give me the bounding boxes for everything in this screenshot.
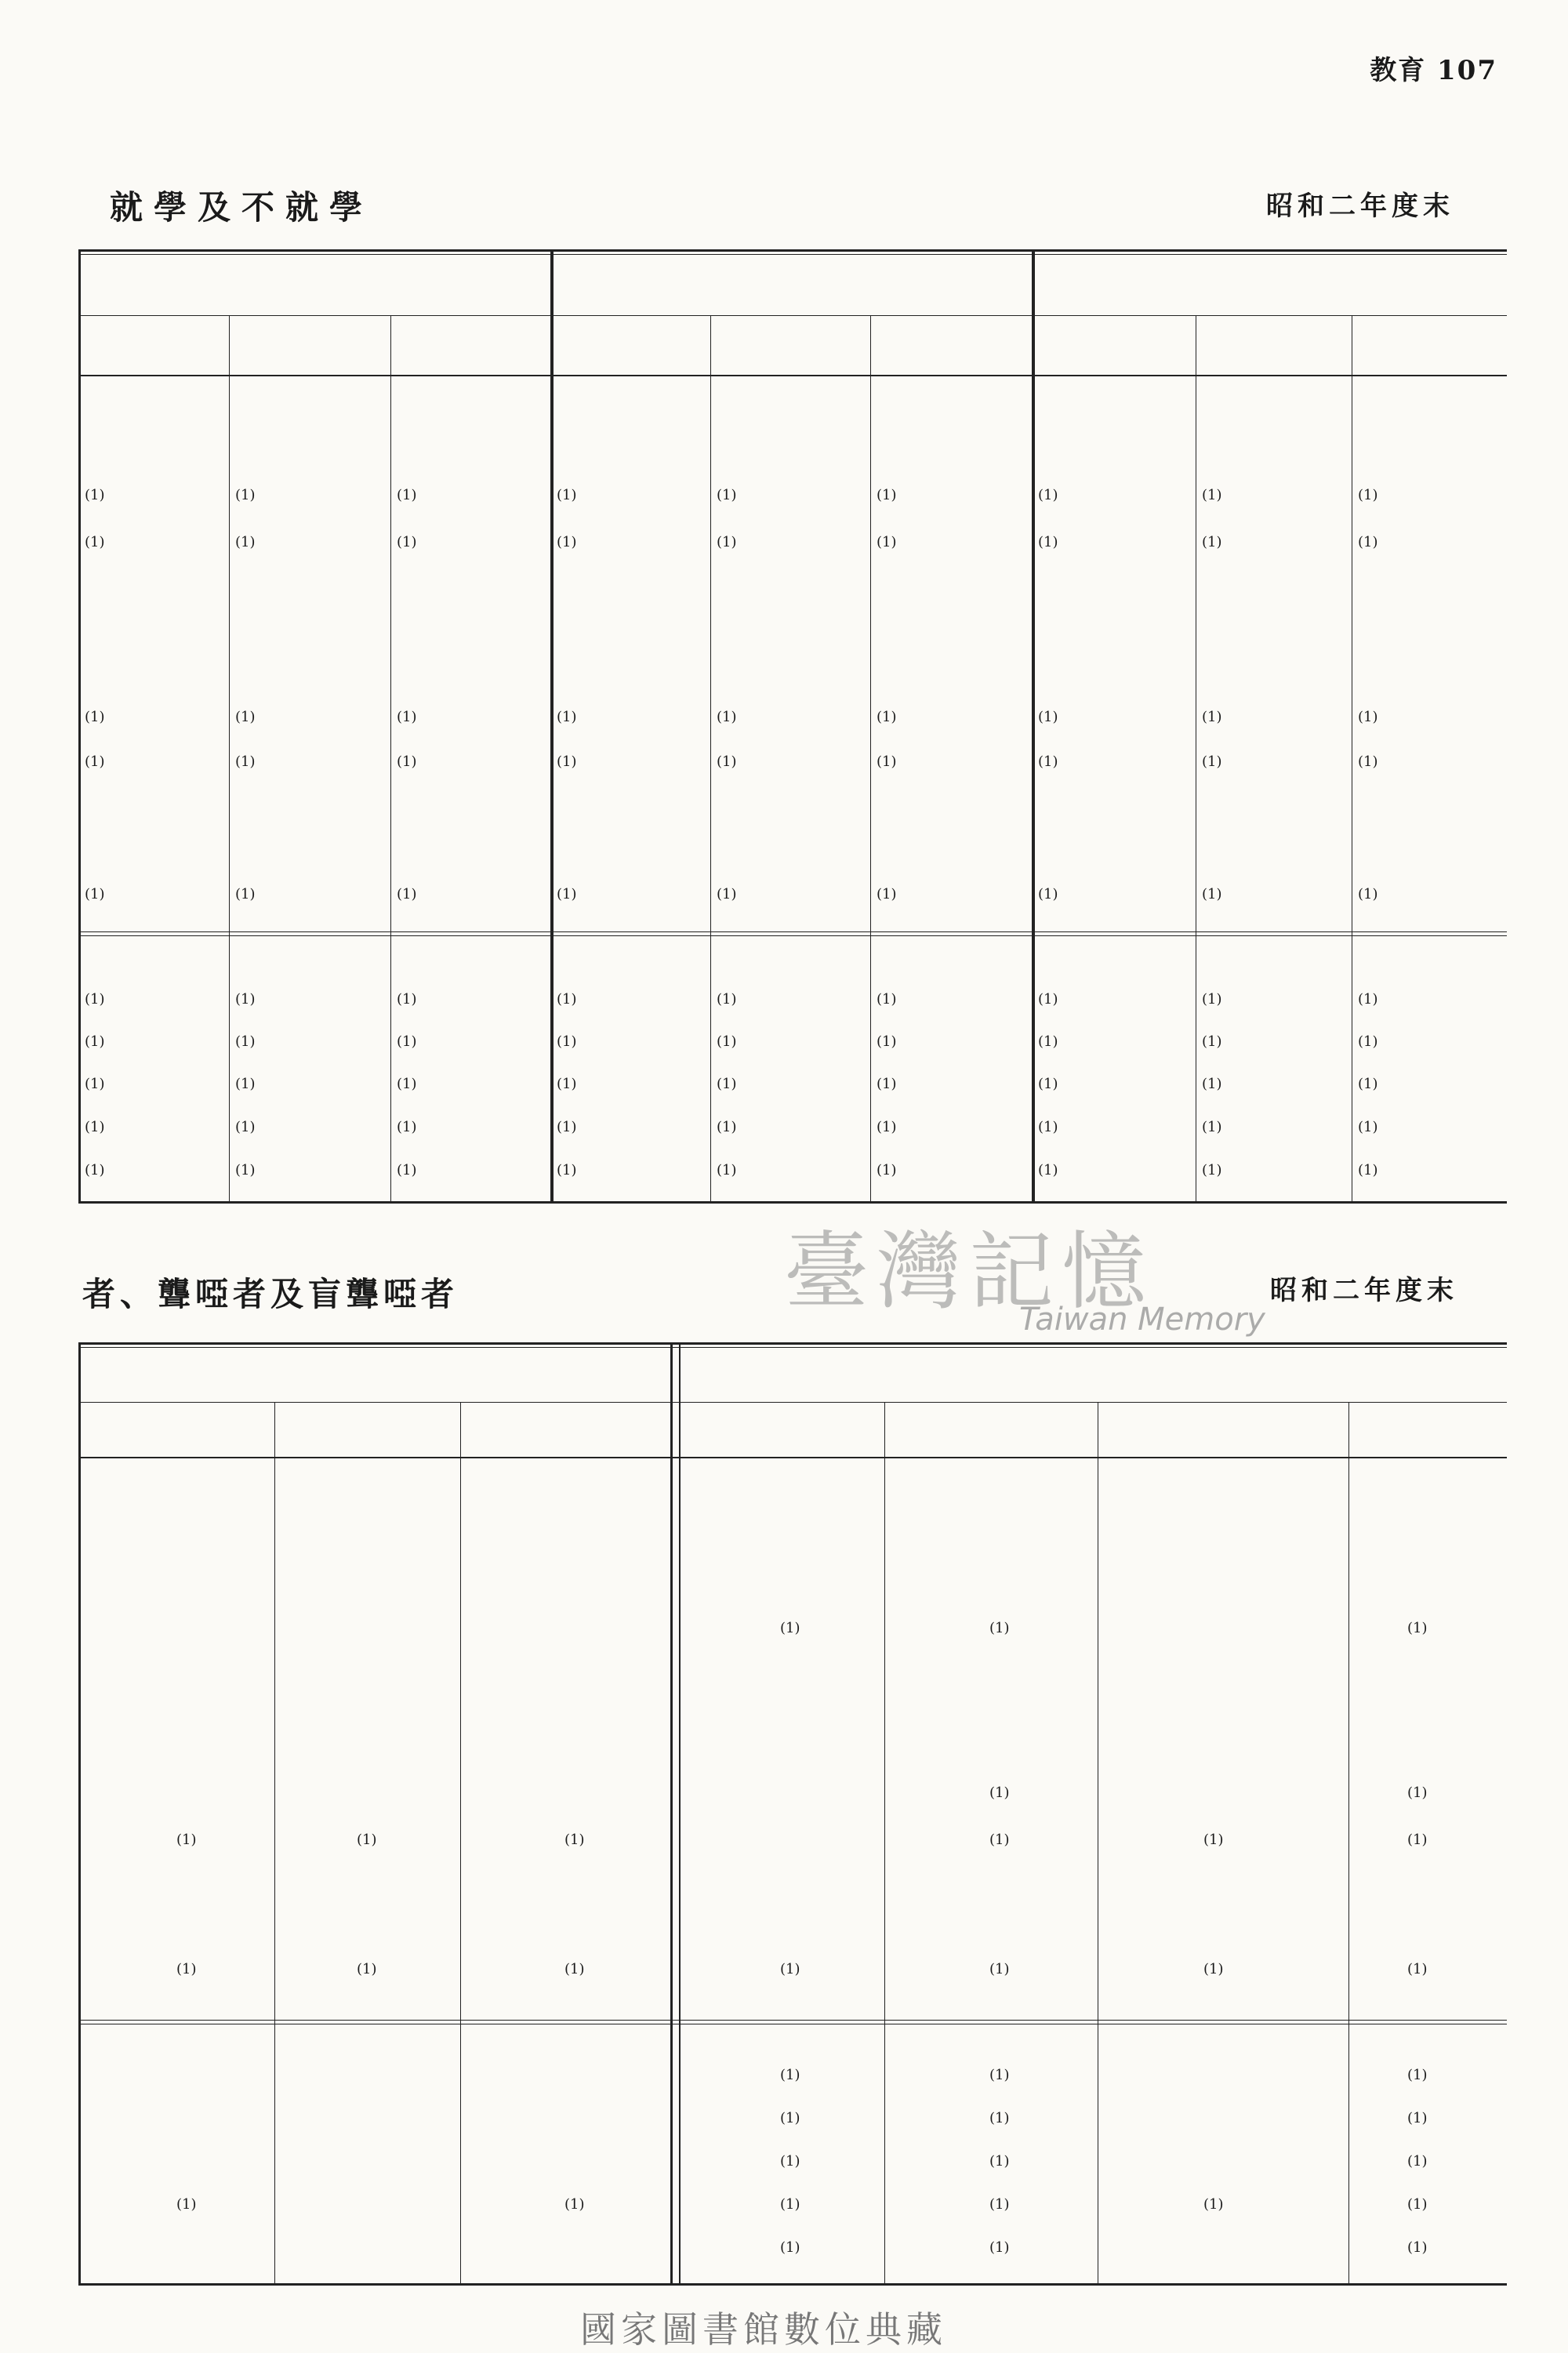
top-subcell-marker: (1) (1038, 487, 1058, 503)
top-subcell-marker: (1) (85, 1162, 105, 1178)
bottom-subcell-marker: (1) (989, 2067, 1010, 2083)
top-table-vline-group (78, 249, 81, 1201)
top-subcell-marker: (1) (557, 753, 577, 770)
bottom-subcell-marker: (1) (1407, 2067, 1428, 2083)
top-subcell-marker: (1) (557, 1033, 577, 1050)
top-subcell-marker: (1) (557, 1119, 577, 1135)
top-subcell-marker: (1) (1202, 1076, 1222, 1092)
top-subcell-marker: (1) (877, 991, 897, 1008)
top-subcell-marker: (1) (1358, 487, 1378, 503)
top-table-title: 就學及不就學 (110, 188, 374, 227)
bottom-subcell-marker: (1) (989, 2110, 1010, 2126)
bottom-subcell-marker: (1) (780, 2196, 800, 2213)
top-subcell-marker: (1) (85, 709, 105, 725)
top-subcell-marker: (1) (1358, 991, 1378, 1008)
top-subcell-marker: (1) (235, 709, 256, 725)
bottom-subcell-marker: (1) (1407, 2196, 1428, 2213)
top-subcell-marker: (1) (235, 886, 256, 902)
top-subcell-marker: (1) (397, 1119, 417, 1135)
top-subcell-marker: (1) (397, 487, 417, 503)
top-subcell-marker: (1) (1358, 753, 1378, 770)
top-subcell-marker: (1) (235, 1076, 256, 1092)
top-table-border-top-inner (78, 254, 1507, 255)
top-table-vline (390, 315, 391, 1201)
bottom-table-vline-group (670, 1342, 673, 2283)
bottom-subcell-marker: (1) (1407, 2153, 1428, 2170)
top-subcell-marker: (1) (877, 886, 897, 902)
bottom-subcell-marker: (1) (780, 1620, 800, 1636)
bottom-subcell-marker: (1) (1203, 2196, 1224, 2213)
top-subcell-marker: (1) (1358, 1162, 1378, 1178)
bottom-table-border-bottom (78, 2283, 1507, 2286)
top-subcell-marker: (1) (397, 753, 417, 770)
top-table-vline-group (1032, 249, 1035, 1201)
top-subcell-marker: (1) (85, 991, 105, 1008)
bottom-subcell-marker: (1) (176, 1961, 197, 1977)
top-subcell-marker: (1) (1202, 487, 1222, 503)
top-subcell-marker: (1) (85, 886, 105, 902)
top-table-vline-group (550, 249, 554, 1201)
top-subcell-marker: (1) (1358, 1076, 1378, 1092)
top-subcell-marker: (1) (1202, 534, 1222, 550)
bottom-subcell-marker: (1) (989, 1620, 1010, 1636)
bottom-subcell-marker: (1) (780, 2239, 800, 2256)
bottom-subcell-marker: (1) (780, 2153, 800, 2170)
bottom-subcell-marker: (1) (989, 2153, 1010, 2170)
top-subcell-marker: (1) (717, 1033, 737, 1050)
bottom-subcell-marker: (1) (1407, 1785, 1428, 1801)
top-subcell-marker: (1) (717, 709, 737, 725)
top-subcell-marker: (1) (877, 487, 897, 503)
top-subcell-marker: (1) (85, 1119, 105, 1135)
page-header: 教育 107 (1370, 55, 1497, 86)
top-subcell-marker: (1) (717, 1162, 737, 1178)
bottom-subcell-marker: (1) (176, 1832, 197, 1848)
bottom-subcell-marker: (1) (1407, 1832, 1428, 1848)
bottom-subcell-marker: (1) (1407, 1961, 1428, 1977)
top-subcell-marker: (1) (397, 1033, 417, 1050)
top-subcell-marker: (1) (397, 709, 417, 725)
bottom-subcell-marker: (1) (1407, 2239, 1428, 2256)
bottom-subcell-marker: (1) (564, 2196, 585, 2213)
top-subcell-marker: (1) (235, 1162, 256, 1178)
top-subcell-marker: (1) (85, 753, 105, 770)
top-table-vline (710, 315, 711, 1201)
top-subcell-marker: (1) (85, 1076, 105, 1092)
bottom-table-sum-rule (78, 2020, 1507, 2021)
top-subcell-marker: (1) (1202, 1033, 1222, 1050)
bottom-subcell-marker: (1) (989, 2239, 1010, 2256)
top-subcell-marker: (1) (235, 1033, 256, 1050)
top-subcell-marker: (1) (717, 753, 737, 770)
top-table-sum-rule (78, 931, 1507, 932)
bottom-table-vline (1348, 1402, 1349, 2283)
top-subcell-marker: (1) (877, 1076, 897, 1092)
top-subcell-marker: (1) (1202, 991, 1222, 1008)
top-table-vline (870, 315, 871, 1201)
top-subcell-marker: (1) (1038, 886, 1058, 902)
top-subcell-marker: (1) (1038, 709, 1058, 725)
bottom-table-vline (460, 1402, 461, 2283)
bottom-subcell-marker: (1) (357, 1832, 377, 1848)
top-subcell-marker: (1) (1358, 534, 1378, 550)
bottom-table-border-top (78, 1342, 1507, 1345)
bottom-subcell-marker: (1) (780, 2110, 800, 2126)
bottom-table-era: 昭和二年度末 (1270, 1275, 1458, 1306)
footer-text: 國家圖書館數位典藏 (580, 2308, 947, 2351)
bottom-subcell-marker: (1) (989, 1961, 1010, 1977)
bottom-table-vline-left (78, 1342, 81, 2283)
bottom-subcell-marker: (1) (1203, 1832, 1224, 1848)
top-subcell-marker: (1) (1038, 991, 1058, 1008)
bottom-table-border-top-inner (78, 1347, 1507, 1348)
top-subcell-marker: (1) (235, 1119, 256, 1135)
top-subcell-marker: (1) (397, 1076, 417, 1092)
top-subcell-marker: (1) (235, 487, 256, 503)
top-subcell-marker: (1) (397, 1162, 417, 1178)
top-subcell-marker: (1) (877, 753, 897, 770)
top-subcell-marker: (1) (1038, 1119, 1058, 1135)
top-table-sum-rule-2 (78, 935, 1507, 936)
top-subcell-marker: (1) (557, 886, 577, 902)
top-table-era: 昭和二年度末 (1266, 191, 1454, 222)
top-subcell-marker: (1) (1358, 709, 1378, 725)
bottom-subcell-marker: (1) (1407, 1620, 1428, 1636)
top-subcell-marker: (1) (1202, 1119, 1222, 1135)
bottom-subcell-marker: (1) (357, 1961, 377, 1977)
top-table-vline (229, 315, 230, 1201)
bottom-subcell-marker: (1) (989, 2196, 1010, 2213)
top-subcell-marker: (1) (397, 534, 417, 550)
top-subcell-marker: (1) (877, 534, 897, 550)
top-subcell-marker: (1) (717, 886, 737, 902)
top-subcell-marker: (1) (235, 991, 256, 1008)
top-subcell-marker: (1) (717, 1076, 737, 1092)
watermark-sub: Taiwan Memory (1019, 1302, 1265, 1338)
top-subcell-marker: (1) (1358, 1033, 1378, 1050)
bottom-table-vline (274, 1402, 275, 2283)
top-subcell-marker: (1) (1202, 886, 1222, 902)
top-subcell-marker: (1) (397, 886, 417, 902)
top-subcell-marker: (1) (717, 487, 737, 503)
top-subcell-marker: (1) (877, 1162, 897, 1178)
top-subcell-marker: (1) (1358, 886, 1378, 902)
top-subcell-marker: (1) (1038, 1076, 1058, 1092)
top-subcell-marker: (1) (1202, 753, 1222, 770)
top-subcell-marker: (1) (1202, 1162, 1222, 1178)
bottom-subcell-marker: (1) (564, 1961, 585, 1977)
top-table-border-top (78, 249, 1507, 252)
top-subcell-marker: (1) (235, 534, 256, 550)
top-subcell-marker: (1) (1038, 534, 1058, 550)
top-subcell-marker: (1) (717, 1119, 737, 1135)
bottom-subcell-marker: (1) (989, 1832, 1010, 1848)
bottom-table-header-rule (78, 1457, 1507, 1458)
top-subcell-marker: (1) (235, 753, 256, 770)
top-subcell-marker: (1) (557, 534, 577, 550)
bottom-subcell-marker: (1) (1203, 1961, 1224, 1977)
top-subcell-marker: (1) (85, 487, 105, 503)
top-subcell-marker: (1) (877, 1119, 897, 1135)
top-subcell-marker: (1) (877, 1033, 897, 1050)
top-subcell-marker: (1) (1038, 1033, 1058, 1050)
bottom-table-vline (884, 1402, 885, 2283)
top-subcell-marker: (1) (1038, 753, 1058, 770)
bottom-subcell-marker: (1) (1407, 2110, 1428, 2126)
top-subcell-marker: (1) (1358, 1119, 1378, 1135)
top-subcell-marker: (1) (85, 534, 105, 550)
bottom-table-group-rule (78, 1402, 1507, 1403)
top-subcell-marker: (1) (717, 534, 737, 550)
bottom-subcell-marker: (1) (989, 1785, 1010, 1801)
top-subcell-marker: (1) (557, 709, 577, 725)
top-subcell-marker: (1) (557, 1162, 577, 1178)
top-subcell-marker: (1) (1202, 709, 1222, 725)
top-subcell-marker: (1) (557, 991, 577, 1008)
bottom-table-vline-group-2 (679, 1342, 681, 2283)
bottom-subcell-marker: (1) (176, 2196, 197, 2213)
top-subcell-marker: (1) (717, 991, 737, 1008)
bottom-subcell-marker: (1) (780, 1961, 800, 1977)
bottom-table-title: 者、聾啞者及盲聾啞者 (82, 1275, 459, 1313)
watermark: 臺灣記憶 (784, 1223, 1155, 1321)
top-subcell-marker: (1) (557, 1076, 577, 1092)
top-table-header-rule (78, 375, 1507, 376)
bottom-subcell-marker: (1) (780, 2067, 800, 2083)
bottom-subcell-marker: (1) (564, 1832, 585, 1848)
top-subcell-marker: (1) (397, 991, 417, 1008)
top-table-group-rule (78, 315, 1507, 316)
top-subcell-marker: (1) (877, 709, 897, 725)
top-subcell-marker: (1) (557, 487, 577, 503)
top-subcell-marker: (1) (85, 1033, 105, 1050)
top-subcell-marker: (1) (1038, 1162, 1058, 1178)
